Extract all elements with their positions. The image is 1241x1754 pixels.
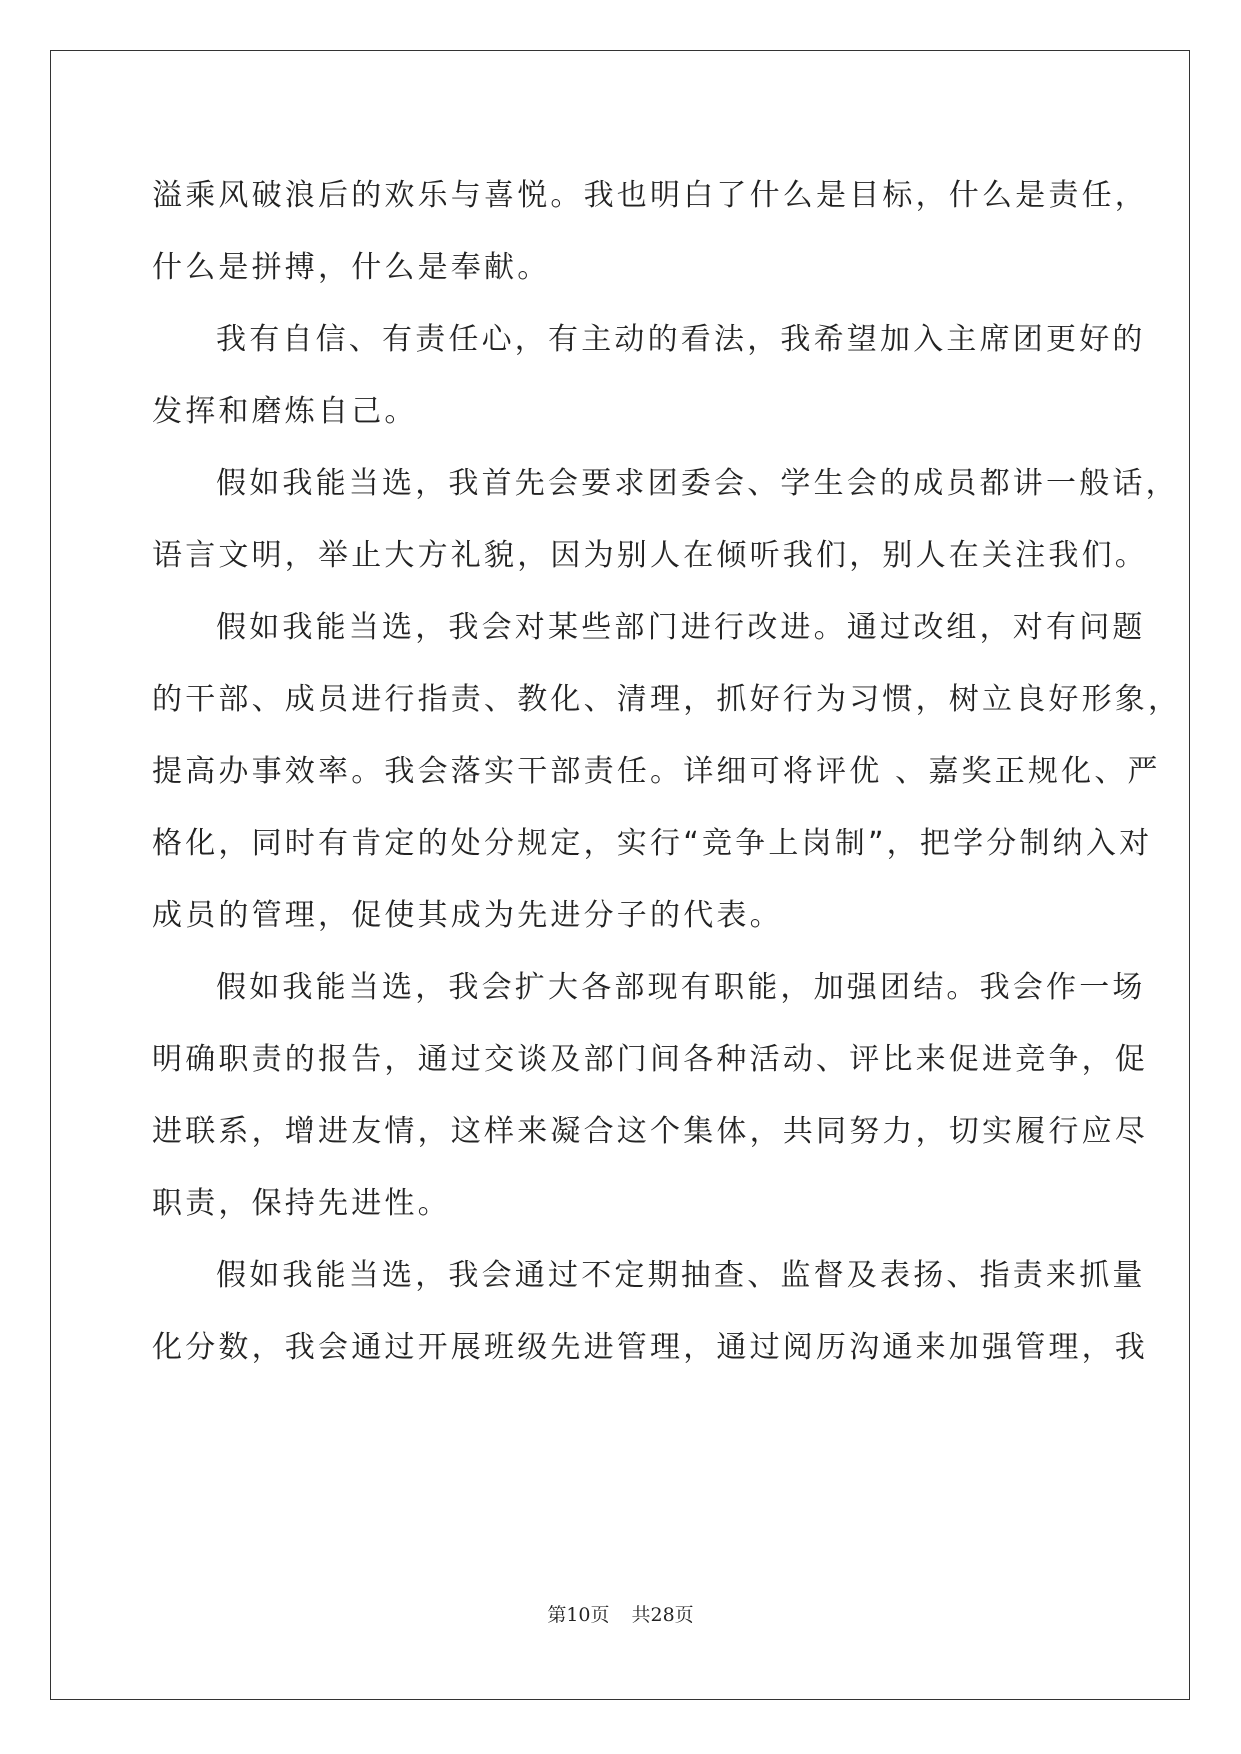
text-line: 的干部、成员进行指责、教化、清理，抓好行为习惯，树立良好形象， bbox=[152, 682, 1182, 717]
text-line: 成员的管理，促使其成为先进分子的代表。 bbox=[152, 898, 783, 933]
text-line: 语言文明，举止大方礼貌，因为别人在倾听我们，别人在关注我们。 bbox=[152, 538, 1148, 573]
text-line: 假如我能当选，我首先会要求团委会、学生会的成员都讲一般话， bbox=[216, 466, 1179, 501]
page-total: 共28页 bbox=[631, 1604, 694, 1626]
text-line: 格化，同时有肯定的处分规定，实行“竞争上岗制”，把学分制纳入对 bbox=[152, 826, 1153, 861]
text-line: 化分数，我会通过开展班级先进管理，通过阅历沟通来加强管理，我 bbox=[152, 1330, 1148, 1365]
text-line: 进联系，增进友情，这样来凝合这个集体，共同努力，切实履行应尽 bbox=[152, 1114, 1148, 1149]
text-line: 溢乘风破浪后的欢乐与喜悦。我也明白了什么是目标，什么是责任， bbox=[152, 178, 1148, 213]
text-line: 我有自信、有责任心，有主动的看法，我希望加入主席团更好的 bbox=[216, 322, 1146, 357]
page-number: 第10页 bbox=[547, 1604, 610, 1626]
text-line: 假如我能当选，我会对某些部门进行改进。通过改组，对有问题 bbox=[216, 610, 1146, 645]
text-line: 假如我能当选，我会扩大各部现有职能，加强团结。我会作一场 bbox=[216, 970, 1146, 1005]
text-line: 职责，保持先进性。 bbox=[152, 1186, 451, 1221]
page-footer bbox=[0, 1600, 1241, 1627]
text-line: 提高办事效率。我会落实干部责任。详细可将评优 、嘉奖正规化、严 bbox=[152, 754, 1161, 789]
text-line: 发挥和磨炼自己。 bbox=[152, 394, 418, 429]
text-line: 明确职责的报告，通过交谈及部门间各种活动、评比来促进竞争，促 bbox=[152, 1042, 1148, 1077]
document-body bbox=[152, 160, 1182, 1384]
text-line: 什么是拼搏，什么是奉献。 bbox=[152, 250, 551, 285]
text-line: 假如我能当选，我会通过不定期抽查、监督及表扬、指责来抓量 bbox=[216, 1258, 1146, 1293]
